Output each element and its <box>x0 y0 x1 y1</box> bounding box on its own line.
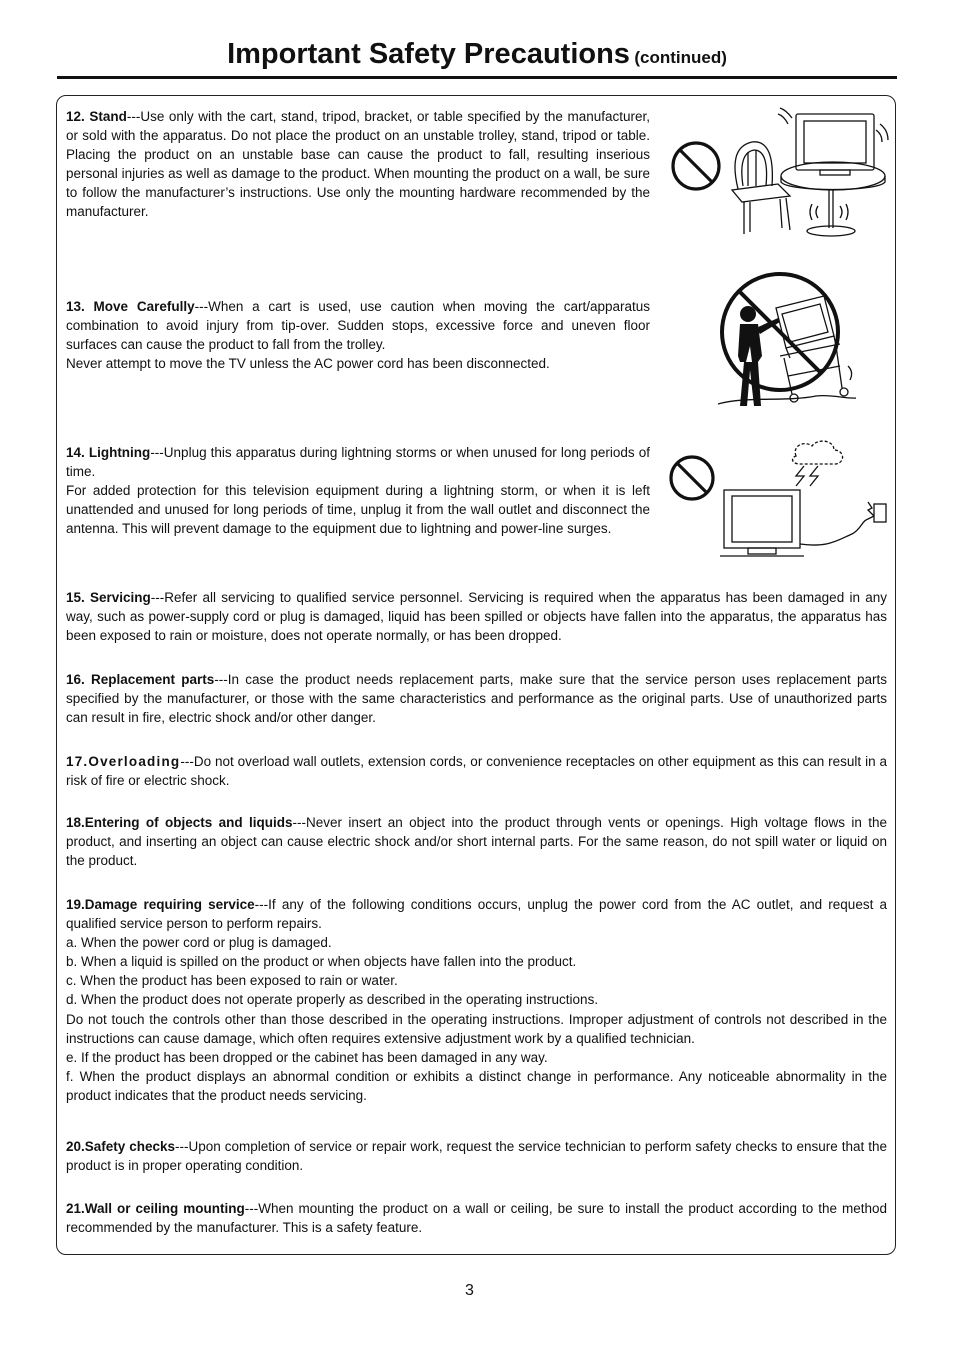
item-note: For added protection for this television equipment during a lightning storm, or when it is left unattended and unused for long periods of time, unplug it from the wall outlet and disconnect the antenna. This will prevent damage to the equipment due to lightning and power-line surges. <box>66 483 650 537</box>
item-text: ---Do not overload wall outlets, extension cords, or convenience receptacles on other equipment as this can result in a risk of fire or electric shock. <box>66 754 887 789</box>
list-item: f. When the product displays an abnormal condition or exhibits a distinct change in performance. Any noticeable abnormality in the product indicates that the product needs servicing. <box>66 1068 887 1103</box>
item-heading: 13. Move Carefully <box>66 299 195 314</box>
item-lightning <box>66 443 650 538</box>
item-overloading <box>66 752 887 790</box>
page-header <box>57 38 897 71</box>
item-text: ---Unplug this apparatus during lightning storms or when unused for long periods of time. <box>66 445 651 480</box>
item-safety-checks <box>66 1137 887 1175</box>
item-note: Never attempt to move the TV unless the AC power cord has been disconnected. <box>66 356 550 372</box>
item-text: ---Refer all servicing to qualified service personnel. Servicing is required when the apparatus has been damaged in any way, such as power-supply cord or plug is damaged, liquid has been spilled or objects have fallen into the apparatus, the apparatus has been exposed to rain or moisture, does not operate normally, or has been dropped. <box>66 590 887 644</box>
item-heading: 17.Overloading <box>66 754 181 769</box>
item-stand <box>66 107 650 222</box>
item-servicing <box>66 588 887 645</box>
item-replacement-parts <box>66 670 887 727</box>
list-item: d. When the product does not operate properly as described in the operating instructions. <box>66 992 599 1008</box>
item-text: ---Use only with the cart, stand, tripod, bracket, or table specified by the manufacturer, or sold with the apparatus. Do not place the product on an unstable trolley, stand, tripod or table. Placing the product on an unstable base can cause the product to fall, resulting inserious personal injuries as well as damage to the product. When mounting the product on a wall, be sure to follow the manufacturer’s instructions. Use only the mounting hardware recommended by the manufacturer. <box>66 109 650 220</box>
item-text: ---Upon completion of service or repair work, request the service technician to perform safety checks to ensure that the product is in proper operating condition. <box>66 1139 887 1174</box>
item-entering-objects <box>66 813 887 870</box>
item-heading: 12. Stand <box>66 109 127 124</box>
list-item: e. If the product has been dropped or the cabinet has been damaged in any way. <box>66 1049 548 1065</box>
item-text: ---In case the product needs replacement parts, make sure that the service person uses replacement parts specified by the manufacturer, or those with the same characteristics and performance as the original parts. Use of unauthorized parts can result in fire, electric shock and/or other danger. <box>66 672 888 726</box>
list-item: c. When the product has been exposed to rain or water. <box>66 973 398 989</box>
page-title: Important Safety Precautions <box>227 38 630 70</box>
prohibited-tipping-cart-illustration <box>716 266 860 414</box>
item-wall-ceiling-mounting <box>66 1199 887 1237</box>
prohibited-lightning-illustration <box>668 436 890 560</box>
list-item: Do not touch the controls other than those described in the operating instructions. Improper adjustment of controls not described in the instructions can cause damage, which often requires extensive adjustment work by a qualified technician. <box>66 1011 887 1046</box>
item-heading: 16. Replacement parts <box>66 672 215 687</box>
page-number: 3 <box>465 1282 474 1299</box>
item-damage-requiring-service <box>66 895 887 1105</box>
item-text: ---Never insert an object into the product through vents or openings. High voltage flows in the product, and inserting an object can cause electric shock and/or short internal parts. For the same reason, do not spill water or liquid on the product. <box>66 815 887 869</box>
item-heading: 20.Safety checks <box>66 1139 176 1154</box>
list-item: b. When a liquid is spilled on the product or when objects have fallen into the product. <box>66 954 577 970</box>
item-heading: 19.Damage requiring service <box>66 897 255 912</box>
item-text: ---When a cart is used, use caution when moving the cart/apparatus combination to avoid injury from tip-over. Sudden stops, excessive force and uneven floor surfaces can cause the product to fall from the trolley. <box>66 299 650 353</box>
item-heading: 18.Entering of objects and liquids <box>66 815 293 830</box>
list-item: a. When the power cord or plug is damaged. <box>66 935 332 951</box>
item-text: ---If any of the following conditions occurs, unplug the power cord from the AC outlet, and request a qualified service person to perform repairs. <box>66 897 887 932</box>
item-heading: 15. Servicing <box>66 590 151 605</box>
item-heading: 21.Wall or ceiling mounting <box>66 1201 245 1216</box>
page-subtitle: (continued) <box>634 48 727 67</box>
header-rule <box>57 76 897 79</box>
item-text: ---When mounting the product on a wall or ceiling, be sure to install the product according to the method recommended by the manufacturer. This is a safety feature. <box>66 1201 887 1236</box>
item-heading: 14. Lightning <box>66 445 151 460</box>
item-move-carefully <box>66 297 650 373</box>
prohibited-unstable-stand-illustration <box>668 104 890 244</box>
